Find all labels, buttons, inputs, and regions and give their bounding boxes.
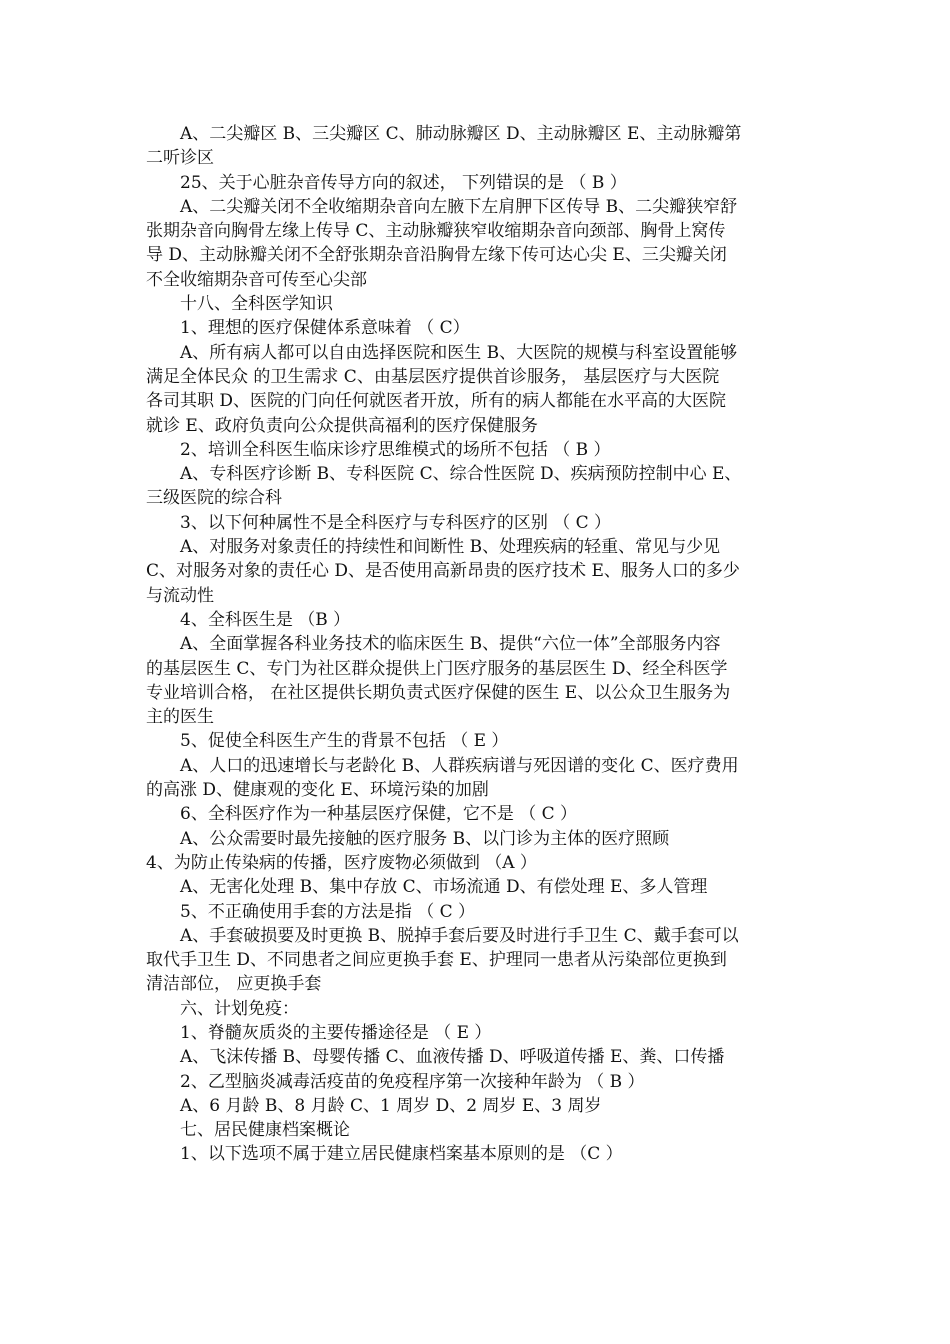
text-line: A、所有病人都可以自由选择医院和医生 B、大医院的规模与科室设置能够 [180, 342, 738, 363]
text-line: 25、关于心脏杂音传导方向的叙述， 下列错误的是 （ B ） [180, 172, 627, 193]
text-line: 5、促使全科医生产生的背景不包括 （ E ） [180, 731, 509, 752]
text-line: 的基层医生 C、专门为社区群众提供上门医疗服务的基层医生 D、经全科医学 [146, 658, 728, 679]
text-line: A、对服务对象责任的持续性和间断性 B、处理疾病的轻重、常见与少见 [180, 537, 721, 558]
text-line: A、无害化处理 B、集中存放 C、市场流通 D、有偿处理 E、多人管理 [180, 877, 708, 898]
text-line: 取代手卫生 D、不同患者之间应更换手套 E、护理同一患者从污染部位更换到 [146, 950, 727, 971]
text-line: 1、理想的医疗保健体系意味着 （ C） [180, 318, 470, 339]
text-line: 专业培训合格， 在社区提供长期负责式医疗保健的医生 E、以公众卫生服务为 [146, 682, 731, 703]
text-line: 2、培训全科医生临床诊疗思维模式的场所不包括 （ B ） [180, 439, 611, 460]
text-line: 4、全科医生是 （B ） [180, 609, 351, 630]
text-line: A、手套破损要及时更换 B、脱掉手套后要及时进行手卫生 C、戴手套可以 [180, 925, 739, 946]
text-line: 的高涨 D、健康观的变化 E、环境污染的加剧 [146, 780, 489, 801]
text-line: 三级医院的综合科 [146, 488, 282, 509]
text-line: 二听诊区 [146, 148, 214, 169]
text-line: A、6 月龄 B、8 月龄 C、1 周岁 D、2 周岁 E、3 周岁 [180, 1095, 602, 1116]
text-line: A、二尖瓣区 B、三尖瓣区 C、肺动脉瓣区 D、主动脉瓣区 E、主动脉瓣第 [180, 124, 742, 144]
text-line: 1、脊髓灰质炎的主要传播途径是 （ E ） [180, 1022, 492, 1043]
text-line: 满足全体民众 的卫生需求 C、由基层医疗提供首诊服务， 基层医疗与大医院 [146, 366, 720, 387]
text-line: 七、居民健康档案概论 [180, 1120, 350, 1141]
text-line: 六、计划免疫： [180, 998, 299, 1019]
text-line: 5、不正确使用手套的方法是指 （ C ） [180, 901, 476, 922]
text-line: 1、以下选项不属于建立居民健康档案基本原则的是 （C ） [180, 1144, 623, 1165]
text-line: 清洁部位， 应更换手套 [146, 974, 322, 995]
document-body [146, 122, 810, 1167]
text-line: 张期杂音向胸骨左缘上传导 C、主动脉瓣狭窄收缩期杂音向颈部、胸骨上窝传 [146, 221, 726, 242]
text-line: 主的医生 [146, 707, 214, 728]
text-line: 2、乙型脑炎减毒活疫苗的免疫程序第一次接种年龄为 （ B ） [180, 1071, 645, 1092]
text-line: 十八、全科医学知识 [180, 294, 333, 315]
text-line: 导 D、主动脉瓣关闭不全舒张期杂音沿胸骨左缘下传可达心尖 E、三尖瓣关闭 [146, 245, 727, 266]
text-line: A、人口的迅速增长与老龄化 B、人群疾病谱与死因谱的变化 C、医疗费用 [180, 755, 739, 776]
text-line: 就诊 E、政府负责向公众提供高福利的医疗保健服务 [146, 415, 538, 436]
text-line: 各司其职 D、医院的门向任何就医者开放，所有的病人都能在水平高的大医院 [146, 391, 727, 412]
text-line: 与流动性 [146, 585, 214, 606]
text-line: A、飞沫传播 B、母婴传播 C、血液传播 D、呼吸道传播 E、粪、口传播 [180, 1047, 725, 1068]
text-line: A、公众需要时最先接触的医疗服务 B、以门诊为主体的医疗照顾 [180, 828, 670, 849]
text-line: C、对服务对象的责任心 D、是否使用高新昂贵的医疗技术 E、服务人口的多少 [146, 561, 740, 582]
text-line: A、专科医疗诊断 B、专科医院 C、综合性医院 D、疾病预防控制中心 E、 [180, 464, 742, 485]
text-line: A、二尖瓣关闭不全收缩期杂音向左腋下左肩胛下区传导 B、二尖瓣狭窄舒 [180, 196, 738, 217]
text-line: A、全面掌握各科业务技术的临床医生 B、提供“六位一体”全部服务内容 [180, 634, 721, 655]
text-line: 4、为防止传染病的传播，医疗废物必须做到 （A ） [146, 852, 537, 873]
text-line: 3、以下何种属性不是全科医疗与专科医疗的区别 （ C ） [180, 512, 612, 533]
text-line: 不全收缩期杂音可传至心尖部 [146, 269, 367, 290]
text-line: 6、全科医疗作为一种基层医疗保健，它不是 （ C ） [180, 804, 578, 825]
